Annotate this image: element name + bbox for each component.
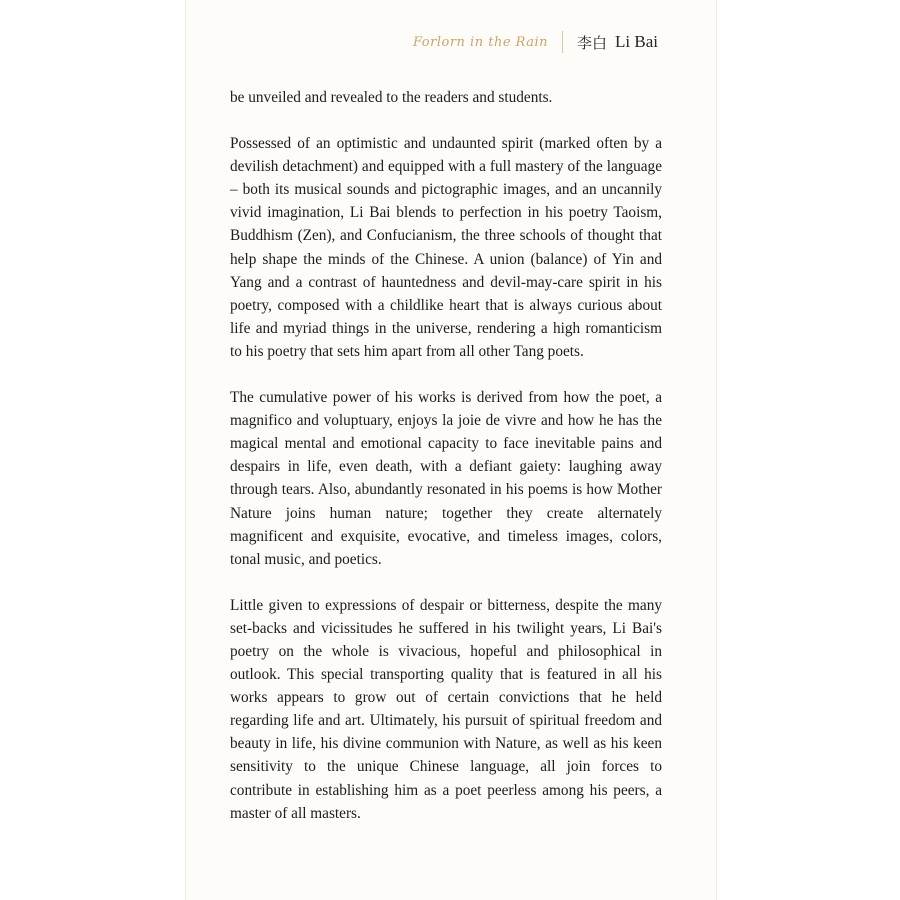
author-name-english: Li Bai	[615, 32, 658, 51]
author-name-chinese: 李白	[577, 33, 608, 52]
book-page	[186, 0, 716, 900]
paragraph-1: be unveiled and revealed to the readers and students.	[230, 89, 553, 106]
paragraph-3: The cumulative power of his works is derived from how the poet, a magnifico and voluptuary, enjoys la joie de vivre and how he has the magical mental and emotional capacity to face inevitable pains and despairs in life, even death, with a defiant gaiety: laughing away through tears. Also, abundantly resonated in his poems is how Mother Nature joins human nature; together they create alternately magnificent and exquisite, evocative, and timeless images, colors, tonal music, and poetics.	[230, 389, 662, 568]
paragraph-4: Little given to expressions of despair or bitterness, despite the many set-backs and vicissitudes he suffered in his twilight years, Li Bai's poetry on the whole is vivacious, hopeful and philosophical in outlook. This special transporting quality that is featured in all his works appears to grow out of certain convictions that he held regarding life and art. Ultimately, his pursuit of spiritual freedom and beauty in life, his divine communion with Nature, as well as his keen sensitivity to the unique Chinese language, all join forces to contribute in establishing him as a poet peerless among his peers, a master of all masters.	[230, 596, 662, 822]
body-text	[230, 86, 662, 848]
running-header	[413, 28, 658, 56]
book-title: Forlorn in the Rain	[413, 34, 549, 50]
paragraph-2: Possessed of an optimistic and undaunted spirit (marked often by a devilish detachment) and equipped with a full mastery of the language – both its musical sounds and pictographic images, and an uncannily vivid imagination, Li Bai blends to perfection in his poetry Taoism, Buddhism (Zen), and Confucianism, the three schools of thought that help shape the minds of the Chinese. A union (balance) of Yin and Yang and a contrast of hauntedness and devil-may-care spirit in his poetry, composed with a childlike heart that is always curious about life and myriad things in the universe, rendering a high romanticism to his poetry that sets him apart from all other Tang poets.	[230, 135, 662, 360]
header-divider	[562, 31, 563, 53]
